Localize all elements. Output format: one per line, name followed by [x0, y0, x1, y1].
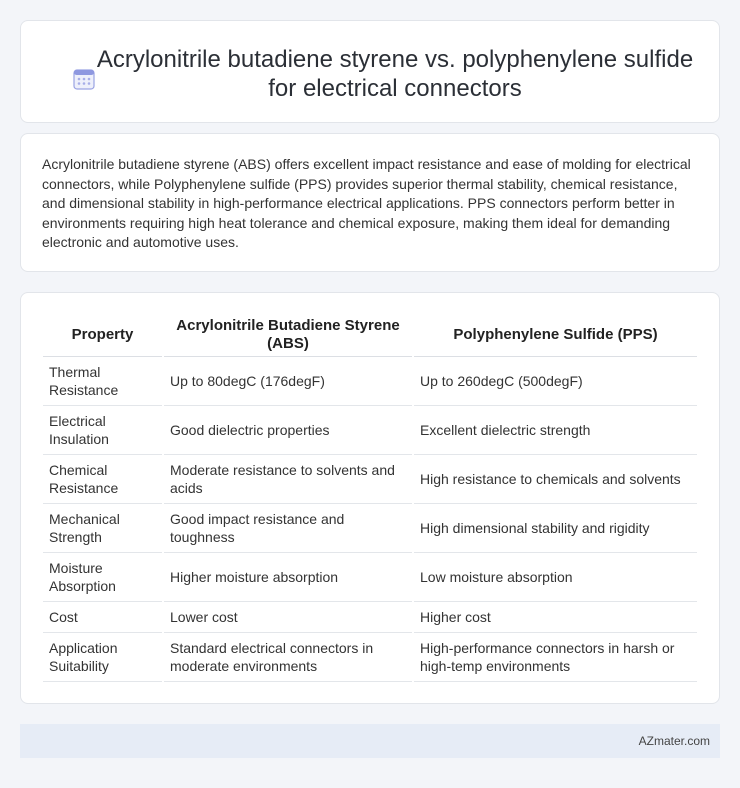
cell-property: Thermal Resistance: [43, 357, 162, 406]
cell-pps: Up to 260degC (500degF): [414, 357, 697, 406]
cell-abs: Good dielectric properties: [164, 406, 412, 455]
cell-pps: High dimensional stability and rigidity: [414, 504, 697, 553]
cell-property: Application Suitability: [43, 633, 162, 682]
header-property: Property: [43, 313, 162, 357]
table-row: [43, 357, 697, 406]
cell-abs: Good impact resistance and toughness: [164, 504, 412, 553]
cell-pps: High resistance to chemicals and solvents: [414, 455, 697, 504]
cell-property: Mechanical Strength: [43, 504, 162, 553]
cell-abs: Standard electrical connectors in moderate environments: [164, 633, 412, 682]
cell-pps: Low moisture absorption: [414, 553, 697, 602]
title-card: [20, 20, 720, 123]
cell-pps: Excellent dielectric strength: [414, 406, 697, 455]
footer-bar: [20, 724, 720, 758]
cell-abs: Moderate resistance to solvents and acids: [164, 455, 412, 504]
cell-property: Moisture Absorption: [43, 553, 162, 602]
cell-abs: Higher moisture absorption: [164, 553, 412, 602]
footer-site-link[interactable]: AZmater.com: [638, 734, 710, 748]
cell-property: Electrical Insulation: [43, 406, 162, 455]
cell-property: Chemical Resistance: [43, 455, 162, 504]
summary-card: [20, 133, 720, 272]
cell-abs: Up to 80degC (176degF): [164, 357, 412, 406]
table-row: [43, 633, 697, 682]
table-row: [43, 553, 697, 602]
comparison-table: [41, 313, 699, 682]
table-row: [43, 406, 697, 455]
header-pps: Polyphenylene Sulfide (PPS): [414, 313, 697, 357]
cell-pps: Higher cost: [414, 602, 697, 633]
header-abs: Acrylonitrile Butadiene Styrene (ABS): [164, 313, 412, 357]
table-header-row: [43, 313, 697, 357]
table-row: [43, 455, 697, 504]
table-row: [43, 602, 697, 633]
summary-paragraph: Acrylonitrile butadiene styrene (ABS) offers excellent impact resistance and ease of molding for electrical connectors, while Polyphenylene sulfide (PPS) provides superior thermal stability, chemical resistance, and dimensional stability in high-performance electrical applications. PPS connectors perform better in environments requiring high heat tolerance and chemical exposure, making them ideal for demanding electronic and automotive uses.: [42, 156, 691, 251]
cell-abs: Lower cost: [164, 602, 412, 633]
comparison-table-card: [20, 292, 720, 704]
table-row: [43, 504, 697, 553]
page-title: Acrylonitrile butadiene styrene vs. polyphenylene sulfide for electrical connectors: [96, 46, 694, 102]
cell-property: Cost: [43, 602, 162, 633]
cell-pps: High-performance connectors in harsh or high-temp environments: [414, 633, 697, 682]
